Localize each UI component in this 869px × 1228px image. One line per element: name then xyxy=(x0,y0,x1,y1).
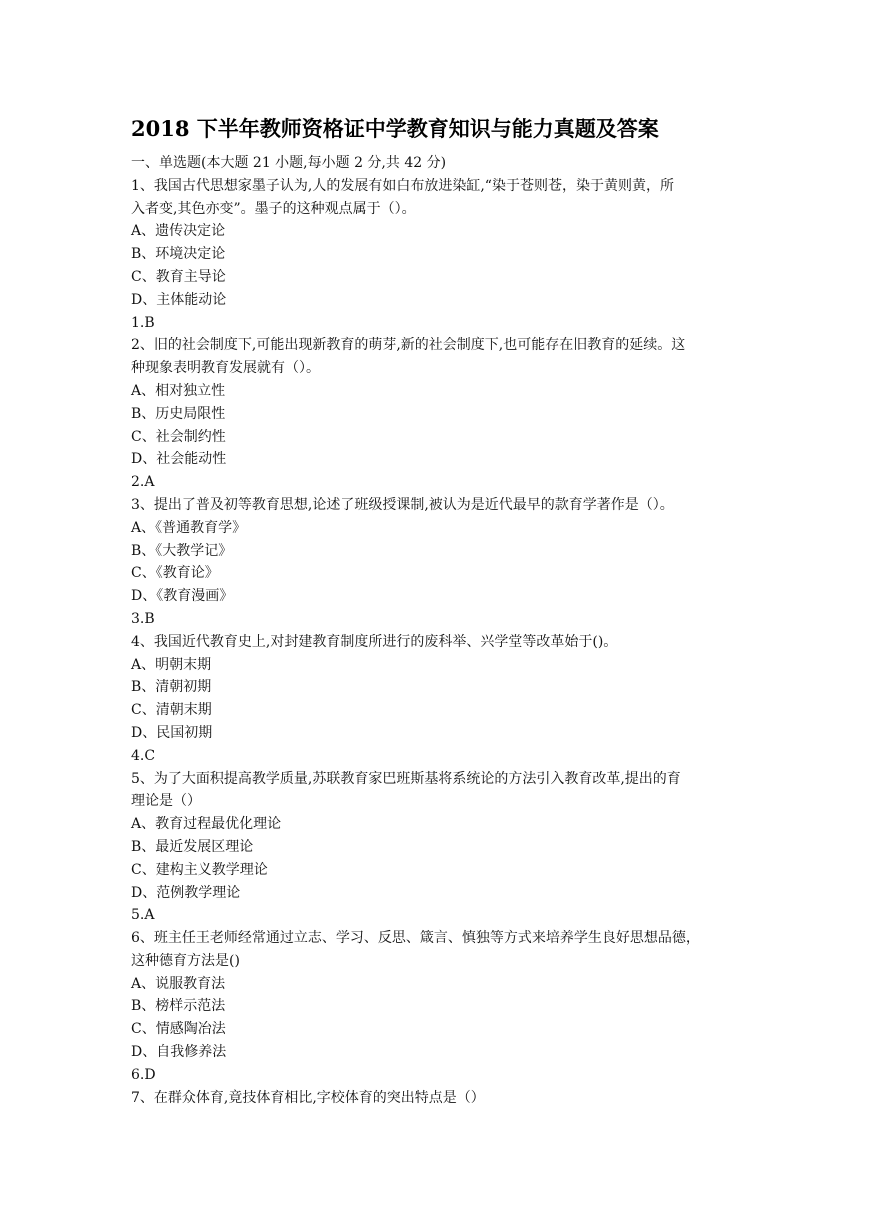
question-stem-line: 7、在群众体育,竟技体育相比,字校体育的突出特点是（） xyxy=(131,1089,485,1106)
question-stem-line: 这种德育方法是() xyxy=(131,952,240,969)
option-b: B、环境决定论 xyxy=(131,246,226,263)
question-block xyxy=(131,494,743,631)
option-a: A、遗传决定论 xyxy=(131,223,226,240)
question-stem-line: 3、提出了普及初等教育思想,论述了班级授课制,被认为是近代最早的款育学著作是（）。 xyxy=(131,496,674,513)
option-b: B、历史局限性 xyxy=(131,405,226,422)
answer-line: 2.A xyxy=(131,474,155,491)
question-stem-line: 种现象表明教育发展就有（）。 xyxy=(131,360,320,377)
option-d: D、自我修养法 xyxy=(131,1044,227,1061)
option-d: D、主体能动论 xyxy=(131,291,227,308)
option-b: B、榜样示范法 xyxy=(131,998,226,1015)
option-a: A、说服教育法 xyxy=(131,975,226,992)
option-c: C、情感陶冶法 xyxy=(131,1021,226,1038)
option-d: D、社会能动性 xyxy=(131,451,227,468)
question-block xyxy=(131,334,743,494)
option-c: C、社会制约性 xyxy=(131,428,226,445)
document-title: 2018 下半年教师资格证中学教育知识与能力真题及答案 xyxy=(131,116,659,141)
question-stem-line: 2、旧的社会制度下,可能出现新教育的萌芽,新的社会制度下,也可能存在旧教育的延续。这 xyxy=(131,337,686,354)
option-a: A、明朝末期 xyxy=(131,656,212,673)
option-c: C、《教育论》 xyxy=(131,565,219,582)
answer-line: 1.B xyxy=(131,314,155,331)
answer-line: 5.A xyxy=(131,907,155,924)
option-b: B、清朝初期 xyxy=(131,679,212,696)
option-a: A、相对独立性 xyxy=(131,382,226,399)
answer-line: 3.B xyxy=(131,610,155,627)
question-stem-line: 1、我国古代思想家墨子认为,人的发展有如白布放进染缸,“染于苍则苍，染于黄则黄，所 xyxy=(131,177,674,194)
document-body xyxy=(131,152,743,1109)
option-a: A、《普通教育学》 xyxy=(131,519,247,536)
section-header: 一、单选题(本大题 21 小题,每小题 2 分,共 42 分) xyxy=(131,155,447,171)
option-b: B、最近发展区理论 xyxy=(131,838,254,855)
option-d: D、《教育漫画》 xyxy=(131,588,234,605)
option-c: C、教育主导论 xyxy=(131,268,226,285)
question-stem-line: 理论是（） xyxy=(131,793,201,810)
question-block xyxy=(131,927,743,1087)
question-stem-line: 4、我国近代教育史上,对封建教育制度所进行的废科举、兴学堂等改革始于()。 xyxy=(131,633,618,650)
question-block xyxy=(131,1087,743,1110)
option-c: C、建构主义教学理论 xyxy=(131,861,268,878)
option-d: D、范例教学理论 xyxy=(131,884,241,901)
answer-line: 6.D xyxy=(131,1066,156,1083)
option-b: B、《大教学记》 xyxy=(131,542,233,559)
option-c: C、清朝末期 xyxy=(131,702,212,719)
answer-line: 4.C xyxy=(131,747,156,764)
question-block xyxy=(131,175,743,335)
option-a: A、教育过程最优化理论 xyxy=(131,816,282,833)
question-block xyxy=(131,631,743,768)
option-d: D、民国初期 xyxy=(131,724,213,741)
question-block xyxy=(131,768,743,928)
question-stem-line: 5、为了大面积提高教学质量,苏联教育家巴班斯基将系统论的方法引入教育改革,提出的育 xyxy=(131,770,681,787)
question-stem-line: 入者变,其色亦变”。墨子的这种观点属于（）。 xyxy=(131,200,416,217)
question-stem-line: 6、班主任王老师经常通过立志、学习、反思、箴言、慎独等方式来培养学生良好思想品德， xyxy=(131,930,700,947)
